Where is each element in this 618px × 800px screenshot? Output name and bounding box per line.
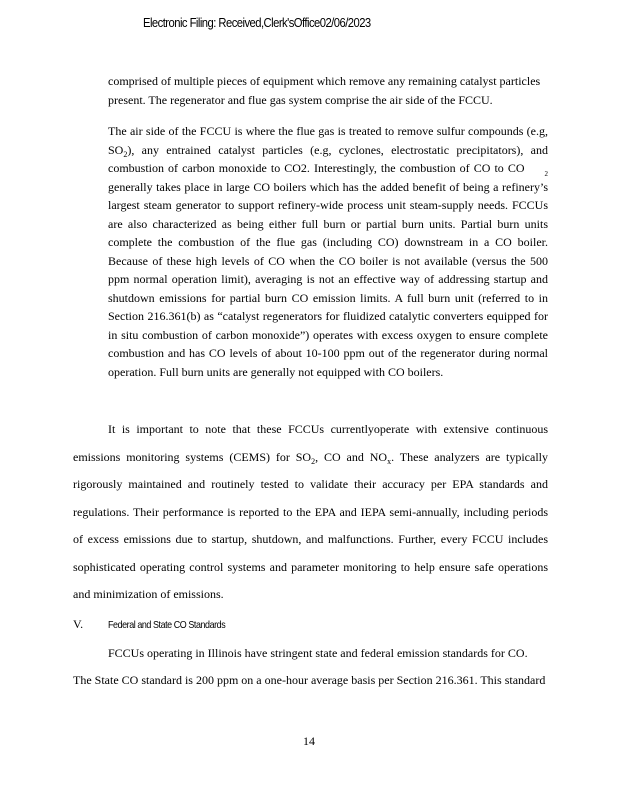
paragraph-2-text-c: generally takes place in large CO boilers which has the added benefit of being a refinery’s largest steam generator to support refinery-wide process unit steam-supply needs. FCCUs are also characterized as being either full burn or partial burn units. Partial burn units complete the combustion of the flue gas (including CO) downstream in a CO boiler. Because of these high levels of CO when the CO boiler is not available (versus the 500 ppm normal operation limit), averaging is not an effective way of addressing startup and shutdown emissions for partial burn CO emission limits. A full burn unit (referred to in Section 216.361(b) as “catalyst regenerators for fluidized catalytic converters equipped for in situ combustion of carbon monoxide”) operates with excess oxygen to ensure complete combustion and has CO levels of about 10-100 ppm out of the regenerator during normal operation. Full burn units are generally not equipped with CO boilers. (108, 179, 548, 379)
page-number: 14 (303, 734, 315, 748)
paragraph-3-text-a: It is important to note that these FCCUs currentlyoperate with extensive continuous emissions monitoring systems (CEMS) for SO (73, 422, 548, 464)
paragraph-3-text-c: . These analyzers are typically rigorously maintained and routinely tested to validate their accuracy per EPA standards and regulations. Their performance is reported to the EPA and IEPA semi-annually, including periods of excess emissions due to startup, shutdown, and malfunctions. Further, every FCCU includes sophisticated operating control systems and parameter monitoring to help ensure safe operations and minimization of emissions. (73, 449, 548, 601)
section-title: Federal and State CO Standards (108, 619, 226, 631)
nox-subscript: x (387, 456, 392, 466)
paragraph-4: FCCUs operating in Illinois have stringent state and federal emission standards for CO. The State CO standard is 200 ppm on a one-hour average basis per Section 216.361. This standard (73, 646, 546, 687)
filing-stamp: Electronic Filing: Received,Clerk'sOffice02/06/2023 (143, 16, 371, 30)
section-heading (73, 617, 246, 632)
paragraph-2-block (108, 122, 548, 381)
paragraph-4-block (73, 640, 548, 694)
so2-subscript-2: 2 (311, 456, 316, 466)
co2-subscript: 2 (544, 170, 548, 178)
paragraph-1-block (108, 72, 548, 109)
so2-subscript: 2 (123, 149, 128, 159)
paragraph-3 (73, 416, 548, 609)
paragraph-2-text-a: The air side of the FCCU is where the flue gas is treated to remove sulfur compounds (e.g, SO (108, 124, 548, 157)
paragraph-3-block (73, 416, 548, 609)
paragraph-3-text-b: , CO and NO (315, 449, 388, 464)
paragraph-2-text-b: ), any entrained catalyst particles (e.g, cyclones, electrostatic precipitators), and combustion of carbon monoxide to CO2. Interestingly, the combustion of CO to CO (108, 142, 548, 175)
paragraph-2 (108, 122, 548, 381)
paragraph-1: comprised of multiple pieces of equipment which remove any remaining catalyst particles present. The regenerator and flue gas system comprise the air side of the FCCU. (108, 74, 541, 107)
section-number: V. (73, 617, 84, 631)
